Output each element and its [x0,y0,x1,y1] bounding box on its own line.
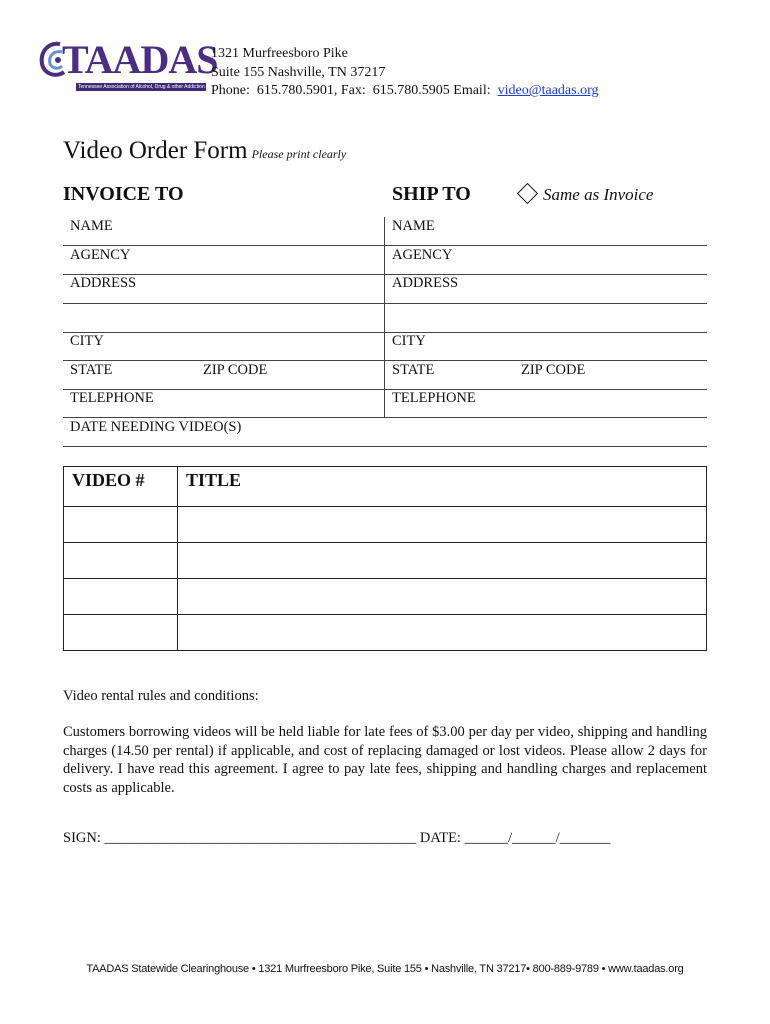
divider [63,360,707,361]
divider [63,389,707,390]
divider [63,446,707,447]
table-header-row [64,467,707,507]
video-number-cell[interactable] [64,507,178,543]
ship-zip-field[interactable]: ZIP CODE [521,362,586,378]
same-as-invoice-label: Same as Invoice [543,185,654,204]
contact-line [211,82,599,101]
video-number-cell[interactable] [64,543,178,579]
table-row [64,615,707,651]
ship-agency-field[interactable]: AGENCY [392,247,453,263]
title-cell[interactable] [178,543,707,579]
logo-wordmark: TAADAS [62,37,218,82]
rules-body: Customers borrowing videos will be held liable for late fees of $3.00 per day per video, shipping and handling charges (14.50 per rental) if applicable, and cost of replacing damaged or lost videos. Please allow 2 days for delivery. I have read this agreement. I agree to pay late fees, shipping and handling charges and replacement costs as applicable. [63,724,707,796]
videos-table [63,466,707,651]
title-cell[interactable] [178,507,707,543]
invoice-city-field[interactable]: CITY [70,333,104,349]
invoice-agency-field[interactable]: AGENCY [70,247,131,263]
email-link[interactable]: video@taadas.org [497,83,599,98]
rules-heading: Video rental rules and conditions: [63,688,259,704]
table-row [64,579,707,615]
signature-line[interactable] [63,830,610,847]
taadas-logo [34,36,226,98]
divider [63,332,707,333]
divider [63,417,707,418]
subtitle: Please print clearly [251,147,347,161]
sign-label[interactable]: SIGN: ___________________________________________ [63,830,417,846]
address-line-1: 1321 Murfreesboro Pike [211,46,348,61]
page-footer: TAADAS Statewide Clearinghouse • 1321 Murfreesboro Pike, Suite 155 • Nashville, TN 37217• 800-889-9789 • www.taadas.org [86,963,684,975]
column-header-video-number: VIDEO # [64,467,178,507]
invoice-address-field[interactable]: ADDRESS [70,275,137,291]
date-needing-field[interactable]: DATE NEEDING VIDEO(S) [70,419,242,435]
page-title: Video Order Form [63,137,248,164]
date-label[interactable]: DATE: ______/______/_______ [419,830,611,846]
table-row [64,507,707,543]
ship-address-field[interactable]: ADDRESS [392,275,459,291]
same-as-invoice-option[interactable] [520,185,653,205]
invoice-name-field[interactable]: NAME [70,218,113,234]
ship-name-field[interactable]: NAME [392,218,435,234]
checkbox-diamond-icon[interactable] [517,183,538,204]
column-divider [384,217,385,417]
invoice-telephone-field[interactable]: TELEPHONE [70,390,154,406]
ship-city-field[interactable]: CITY [392,333,426,349]
invoice-heading: INVOICE TO [63,183,184,205]
ship-state-field[interactable]: STATE [392,362,435,378]
ship-heading: SHIP TO [392,183,471,205]
ship-telephone-field[interactable]: TELEPHONE [392,390,476,406]
divider [63,274,707,275]
video-number-cell[interactable] [64,615,178,651]
form-title [63,137,346,165]
divider [63,245,707,246]
invoice-zip-field[interactable]: ZIP CODE [203,362,268,378]
contact-text: Phone: 615.780.5901, Fax: 615.780.5905 Email: [211,83,498,98]
title-cell[interactable] [178,615,707,651]
address-line-2: Suite 155 Nashville, TN 37217 [211,64,386,80]
column-header-title: TITLE [178,467,707,507]
logo-tagline: Tennessee Association of Alcohol, Drug & other Addiction Services [78,84,226,90]
title-cell[interactable] [178,579,707,615]
table-row [64,543,707,579]
divider [63,303,707,304]
address-block [211,45,599,101]
invoice-state-field[interactable]: STATE [70,362,113,378]
video-number-cell[interactable] [64,579,178,615]
